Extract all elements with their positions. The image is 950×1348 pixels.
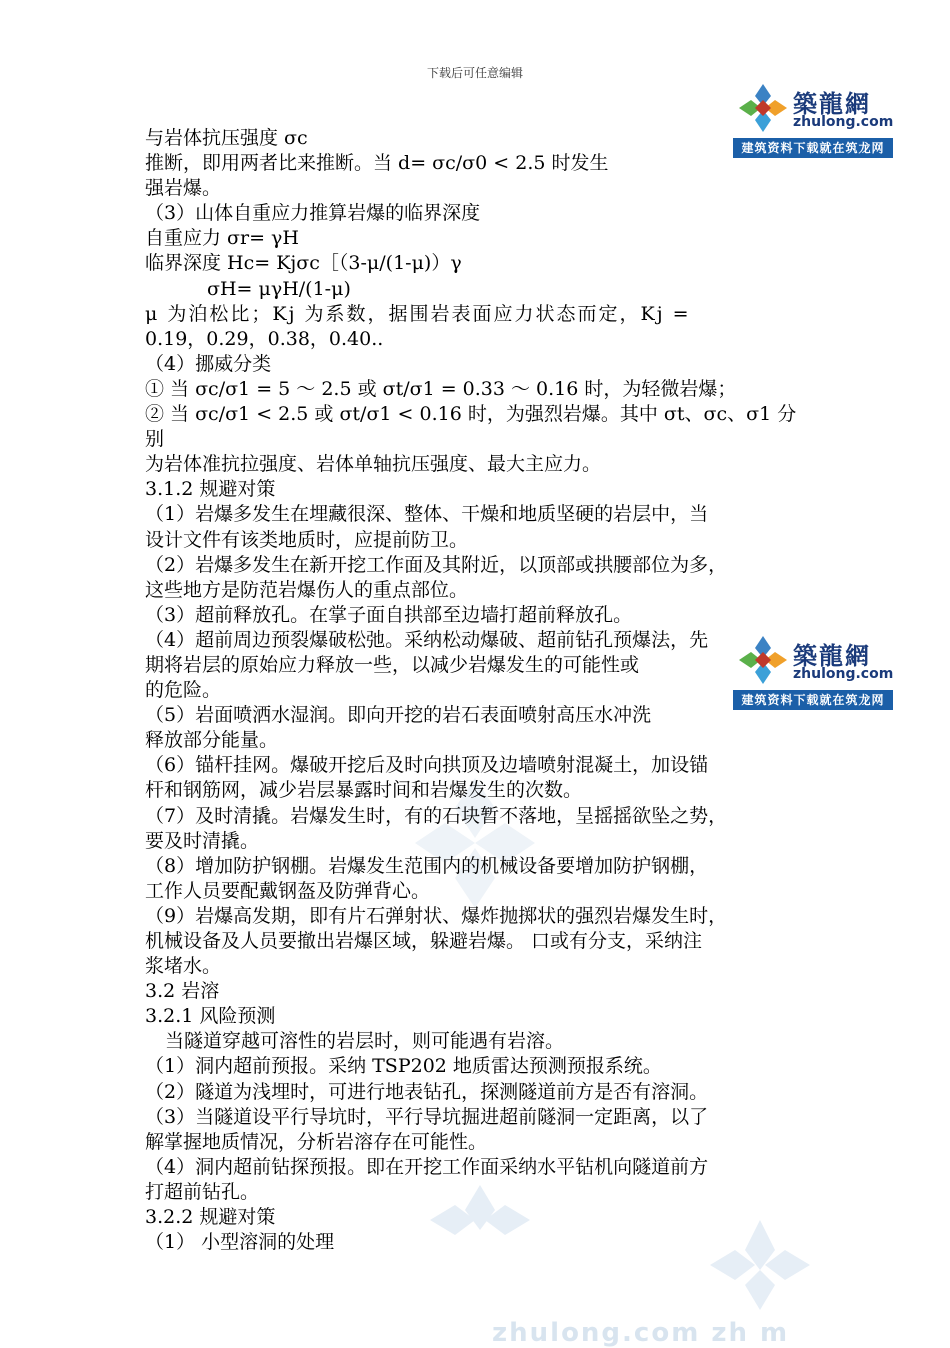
text-line: ① 当 σc/σ1 = 5 ～ 2.5 或 σt/σ1 = 0.33 ～ 0.16 时，为轻微岩爆； [145, 377, 737, 400]
text-line: （4）洞内超前钻探预报。即在开挖工作面采纳水平钻机向隧道前方 [145, 1155, 709, 1178]
text-line: ② 当 σc/σ1 < 2.5 或 σt/σ1 < 0.16 时，为强烈岩爆。其中 σt、σc、σ1 分别 [145, 403, 797, 451]
text-line: 机械设备及人员要撤出岩爆区域，躲避岩爆。 口或有分支，采纳注 [145, 930, 703, 952]
text-line: （5）岩面喷洒水湿润。即向开挖的岩石表面喷射高压水冲洗 [145, 704, 652, 727]
text-line: （3）山体自重应力推算岩爆的临界深度 [145, 202, 481, 225]
text-line: 要及时清撬。 [145, 829, 260, 852]
text-line: （1） 小型溶洞的处理 [145, 1231, 335, 1254]
text-line: 期将岩层的原始应力释放一些，以减少岩爆发生的可能性或 [145, 653, 640, 676]
text-line: （2）岩爆多发生在新开挖工作面及其附近，以顶部或拱腰部位为多， [145, 553, 728, 576]
text-line: 打超前钻孔。 [145, 1180, 260, 1203]
text-line: 设计文件有该类地质时，应提前防卫。 [145, 528, 469, 551]
section-heading: 3.2.1 风险预测 [145, 1005, 276, 1028]
text-line: （1）洞内超前预报。采纳 TSP202 地质雷达预测预报系统。 [145, 1055, 662, 1078]
text-line: 这些地方是防范岩爆伤人的重点部位。 [145, 578, 469, 601]
text-line: （2）隧道为浅埋时，可进行地表钻孔，探测隧道前方是否有溶洞。 [145, 1080, 709, 1103]
text-line: 浆堵水。 [145, 955, 222, 978]
text-line: 解掌握地质情况，分析岩溶存在可能性。 [145, 1130, 488, 1153]
text-line: 自重应力 σr= γH [145, 227, 299, 250]
text-line: （4）超前周边预裂爆破松弛。采纳松动爆破、超前钻孔预爆法，先 [145, 628, 709, 651]
text-line: 与岩体抗压强度 σc [145, 127, 308, 149]
logo-cn-text: 築龍網 [793, 642, 871, 670]
text-line: （9）岩爆高发期，即有片石弹射状、爆炸抛掷状的强烈岩爆发生时， [145, 904, 728, 927]
watermark-text: zhulong.com zh m [492, 1318, 790, 1348]
logo-en-text: zhulong.com [793, 114, 894, 130]
text-line: σH= μγH/(1-μ) [207, 277, 351, 300]
logo-banner: 建筑资料下载就在筑龙网 [733, 690, 893, 710]
text-line: μ 为泊松比；Kj 为系数，据围岩表面应力状态而定，Kj = [145, 302, 691, 325]
text-line: 强岩爆。 [145, 177, 222, 200]
text-line: 推断，即用两者比来推断。当 d= σc/σ0 < 2.5 时发生 [145, 152, 609, 175]
text-line: （1）岩爆多发生在埋藏很深、整体、干燥和地质坚硬的岩层中，当 [145, 503, 709, 526]
text-line: 为岩体准抗拉强度、岩体单轴抗压强度、最大主应力。 [145, 453, 602, 476]
text-line: （7）及时清撬。岩爆发生时，有的石块暂不落地，呈摇摇欲坠之势， [145, 804, 728, 827]
text-line: 的危险。 [145, 679, 222, 702]
zhulong-logo-middle [733, 630, 893, 712]
text-line: 当隧道穿越可溶性的岩层时，则可能遇有岩溶。 [165, 1030, 565, 1053]
text-line: 工作人员要配戴钢盔及防弹背心。 [145, 879, 431, 902]
document-body [145, 126, 810, 1255]
section-heading: 3.1.2 规避对策 [145, 478, 276, 501]
text-line: （8）增加防护钢棚。岩爆发生范围内的机械设备要增加防护钢棚， [145, 854, 709, 877]
logo-cn-text: 築龍網 [793, 90, 871, 118]
logo-banner: 建筑资料下载就在筑龙网 [733, 138, 893, 158]
text-line: 释放部分能量。 [145, 729, 279, 752]
text-line: （3）超前释放孔。在掌子面自拱部至边墙打超前释放孔。 [145, 603, 633, 626]
text-line: （6）锚杆挂网。爆破开挖后及时向拱顶及边墙喷射混凝土，加设锚 [145, 754, 709, 777]
text-line: （3）当隧道设平行导坑时，平行导坑掘进超前隧洞一定距离，以了 [145, 1105, 709, 1128]
logo-en-text: zhulong.com [793, 666, 894, 682]
section-heading: 3.2.2 规避对策 [145, 1206, 276, 1229]
logo-mark-icon [737, 634, 789, 686]
text-line: （4）挪威分类 [145, 352, 272, 375]
section-heading: 3.2 岩溶 [145, 980, 220, 1003]
page-header: 下载后可任意编辑 [426, 66, 523, 80]
text-line: 杆和钢筋网，减少岩层暴露时间和岩爆发生的次数。 [145, 779, 583, 802]
text-line: 临界深度 Hc= Kjσc［（3-μ/(1-μ)）γ [145, 252, 462, 275]
text-line: 0.19，0.29，0.38，0.40.. [145, 327, 384, 350]
